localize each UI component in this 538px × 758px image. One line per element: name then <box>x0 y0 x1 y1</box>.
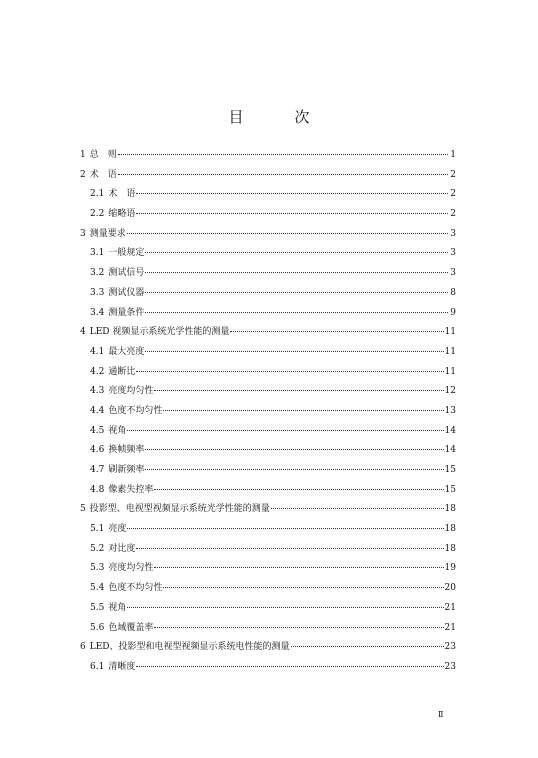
toc-entry-number: 2.2 <box>90 209 105 220</box>
toc-entry-page: 18 <box>444 543 456 554</box>
toc-dot-leader <box>127 607 443 608</box>
toc-entry-page: 2 <box>450 189 456 200</box>
toc-subsection-entry[interactable] <box>80 366 456 386</box>
toc-entry-number: 4.3 <box>90 386 105 397</box>
toc-entry-title: 通断比 <box>108 366 136 377</box>
toc-entry-title: LED 视频显示系统光学性能的测量 <box>89 327 230 338</box>
toc-entry-page: 20 <box>444 583 456 594</box>
toc-entry-title: 测试信号 <box>108 268 145 279</box>
toc-subsection-entry[interactable] <box>80 582 456 602</box>
toc-subsection-entry[interactable] <box>80 464 456 484</box>
toc-entry-title: 总 则 <box>89 150 117 160</box>
toc-entry-title: 像素失控率 <box>108 484 154 495</box>
toc-entry-title: 术 语 <box>89 169 117 180</box>
toc-entry-number: 2.1 <box>90 189 105 200</box>
table-of-contents <box>80 149 456 681</box>
toc-dot-leader <box>136 666 443 667</box>
toc-dot-leader <box>145 312 448 313</box>
toc-entry-page: 18 <box>444 524 456 535</box>
toc-entry-title: 最大亮度 <box>108 346 145 357</box>
toc-subsection-entry[interactable] <box>80 484 456 504</box>
toc-dot-leader <box>145 252 448 253</box>
toc-subsection-entry[interactable] <box>80 247 456 267</box>
toc-dot-leader <box>136 213 448 214</box>
toc-entry-page: 12 <box>444 386 456 397</box>
toc-subsection-entry[interactable] <box>80 405 456 425</box>
page-number: Ⅱ <box>438 710 444 719</box>
toc-subsection-entry[interactable] <box>80 562 456 582</box>
toc-entry-page: 15 <box>444 465 456 475</box>
toc-entry-number: 4 <box>80 327 86 338</box>
toc-dot-leader <box>145 292 448 293</box>
toc-dot-leader <box>230 331 443 332</box>
toc-entry-number: 4.8 <box>90 484 105 495</box>
toc-entry-page: 14 <box>444 445 456 456</box>
toc-dot-leader <box>154 489 443 490</box>
toc-entry-number: 3.3 <box>90 287 105 298</box>
toc-entry-page: 3 <box>450 268 456 279</box>
toc-subsection-entry[interactable] <box>80 602 456 622</box>
toc-entry-number: 4.5 <box>90 425 105 436</box>
toc-entry-page: 21 <box>444 622 456 633</box>
toc-entry-number: 3.2 <box>90 268 105 279</box>
toc-dot-leader <box>145 351 443 352</box>
toc-entry-number: 4.4 <box>90 405 105 416</box>
toc-entry-page: 23 <box>444 642 456 653</box>
toc-entry-page: 18 <box>444 504 456 515</box>
toc-dot-leader <box>163 410 443 411</box>
toc-dot-leader <box>136 548 443 549</box>
toc-section-entry[interactable] <box>80 503 456 523</box>
toc-entry-number: 5.6 <box>90 622 105 633</box>
toc-dot-leader <box>127 233 448 234</box>
toc-entry-page: 2 <box>450 169 456 180</box>
toc-dot-leader <box>118 154 448 155</box>
toc-entry-title: 测试仪器 <box>108 287 145 298</box>
toc-entry-title: 亮度 <box>108 524 127 535</box>
toc-dot-leader <box>127 430 443 431</box>
toc-entry-number: 3.1 <box>90 248 105 259</box>
toc-dot-leader <box>145 469 443 470</box>
toc-entry-title: 亮度均匀性 <box>108 386 154 397</box>
toc-dot-leader <box>154 567 443 568</box>
toc-entry-title: 一般规定 <box>108 248 145 259</box>
toc-dot-leader <box>163 587 443 588</box>
toc-entry-number: 5.4 <box>90 583 105 594</box>
toc-entry-page: 19 <box>444 563 456 574</box>
toc-entry-page: 11 <box>444 366 456 377</box>
toc-entry-title: 投影型、电视型视频显示系统光学性能的测量 <box>89 504 270 515</box>
toc-entry-page: 9 <box>450 307 456 318</box>
toc-entry-number: 1 <box>80 150 86 160</box>
toc-subsection-entry[interactable] <box>80 287 456 307</box>
toc-subsection-entry[interactable] <box>80 267 456 287</box>
toc-entry-number: 2 <box>80 169 86 180</box>
toc-dot-leader <box>136 193 448 194</box>
toc-dot-leader <box>118 174 448 175</box>
toc-subsection-entry[interactable] <box>80 307 456 327</box>
toc-entry-title: LED、投影型和电视型视频显示系统电性能的测量 <box>89 642 290 653</box>
toc-dot-leader <box>154 627 443 628</box>
toc-dot-leader <box>291 646 444 647</box>
toc-entry-number: 5.1 <box>90 524 105 535</box>
toc-entry-number: 5.5 <box>90 602 105 613</box>
toc-entry-page: 11 <box>444 327 456 338</box>
toc-entry-page: 23 <box>444 661 456 672</box>
toc-entry-page: 8 <box>450 287 456 298</box>
toc-entry-title: 视角 <box>108 602 127 613</box>
toc-subsection-entry[interactable] <box>80 661 456 681</box>
toc-subsection-entry[interactable] <box>80 425 456 445</box>
toc-dot-leader <box>145 272 448 273</box>
toc-entry-title: 清晰度 <box>108 661 136 672</box>
toc-entry-number: 4.6 <box>90 445 105 456</box>
toc-entry-title: 对比度 <box>108 543 136 554</box>
toc-entry-page: 13 <box>444 405 456 416</box>
toc-entry-title: 色度不均匀性 <box>108 583 163 594</box>
toc-section-entry[interactable] <box>80 169 456 189</box>
page-title: 目 次 <box>228 108 328 126</box>
toc-entry-number: 4.7 <box>90 465 105 475</box>
toc-subsection-entry[interactable] <box>80 208 456 228</box>
toc-entry-page: 11 <box>444 346 456 357</box>
toc-entry-number: 5.2 <box>90 543 105 554</box>
toc-entry-page: 2 <box>450 209 456 220</box>
toc-entry-title: 缩略语 <box>108 209 136 220</box>
toc-entry-page: 1 <box>450 150 456 160</box>
toc-section-entry[interactable] <box>80 326 456 346</box>
toc-entry-number: 4.1 <box>90 346 105 357</box>
toc-entry-number: 5 <box>80 504 86 515</box>
toc-entry-title: 亮度均匀性 <box>108 563 154 574</box>
toc-entry-title: 刷新频率 <box>108 465 145 475</box>
toc-entry-page: 21 <box>444 602 456 613</box>
toc-subsection-entry[interactable] <box>80 444 456 464</box>
toc-entry-number: 6.1 <box>90 661 105 672</box>
toc-dot-leader <box>127 528 443 529</box>
toc-dot-leader <box>136 371 443 372</box>
toc-entry-page: 3 <box>450 228 456 239</box>
toc-entry-title: 术 语 <box>108 189 136 200</box>
toc-section-entry[interactable] <box>80 641 456 661</box>
toc-entry-number: 6 <box>80 642 86 653</box>
toc-subsection-entry[interactable] <box>80 543 456 563</box>
toc-entry-title: 测量条件 <box>108 307 145 318</box>
toc-subsection-entry[interactable] <box>80 523 456 543</box>
toc-entry-number: 3.4 <box>90 307 105 318</box>
toc-entry-page: 3 <box>450 248 456 259</box>
toc-entry-title: 色域覆盖率 <box>108 622 154 633</box>
toc-dot-leader <box>154 390 443 391</box>
toc-section-entry[interactable] <box>80 149 456 169</box>
toc-entry-number: 4.2 <box>90 366 105 377</box>
toc-subsection-entry[interactable] <box>80 385 456 405</box>
toc-dot-leader <box>145 449 443 450</box>
toc-entry-page: 15 <box>444 484 456 495</box>
toc-entry-title: 测量要求 <box>89 228 126 239</box>
toc-entry-title: 色度不均匀性 <box>108 405 163 416</box>
toc-subsection-entry[interactable] <box>80 622 456 642</box>
toc-entry-title: 视角 <box>108 425 127 436</box>
toc-dot-leader <box>271 508 444 509</box>
toc-entry-number: 3 <box>80 228 86 239</box>
toc-entry-page: 14 <box>444 425 456 436</box>
toc-section-entry[interactable] <box>80 228 456 248</box>
toc-subsection-entry[interactable] <box>80 346 456 366</box>
toc-subsection-entry[interactable] <box>80 188 456 208</box>
toc-entry-number: 5.3 <box>90 563 105 574</box>
toc-entry-title: 换帧频率 <box>108 445 145 456</box>
